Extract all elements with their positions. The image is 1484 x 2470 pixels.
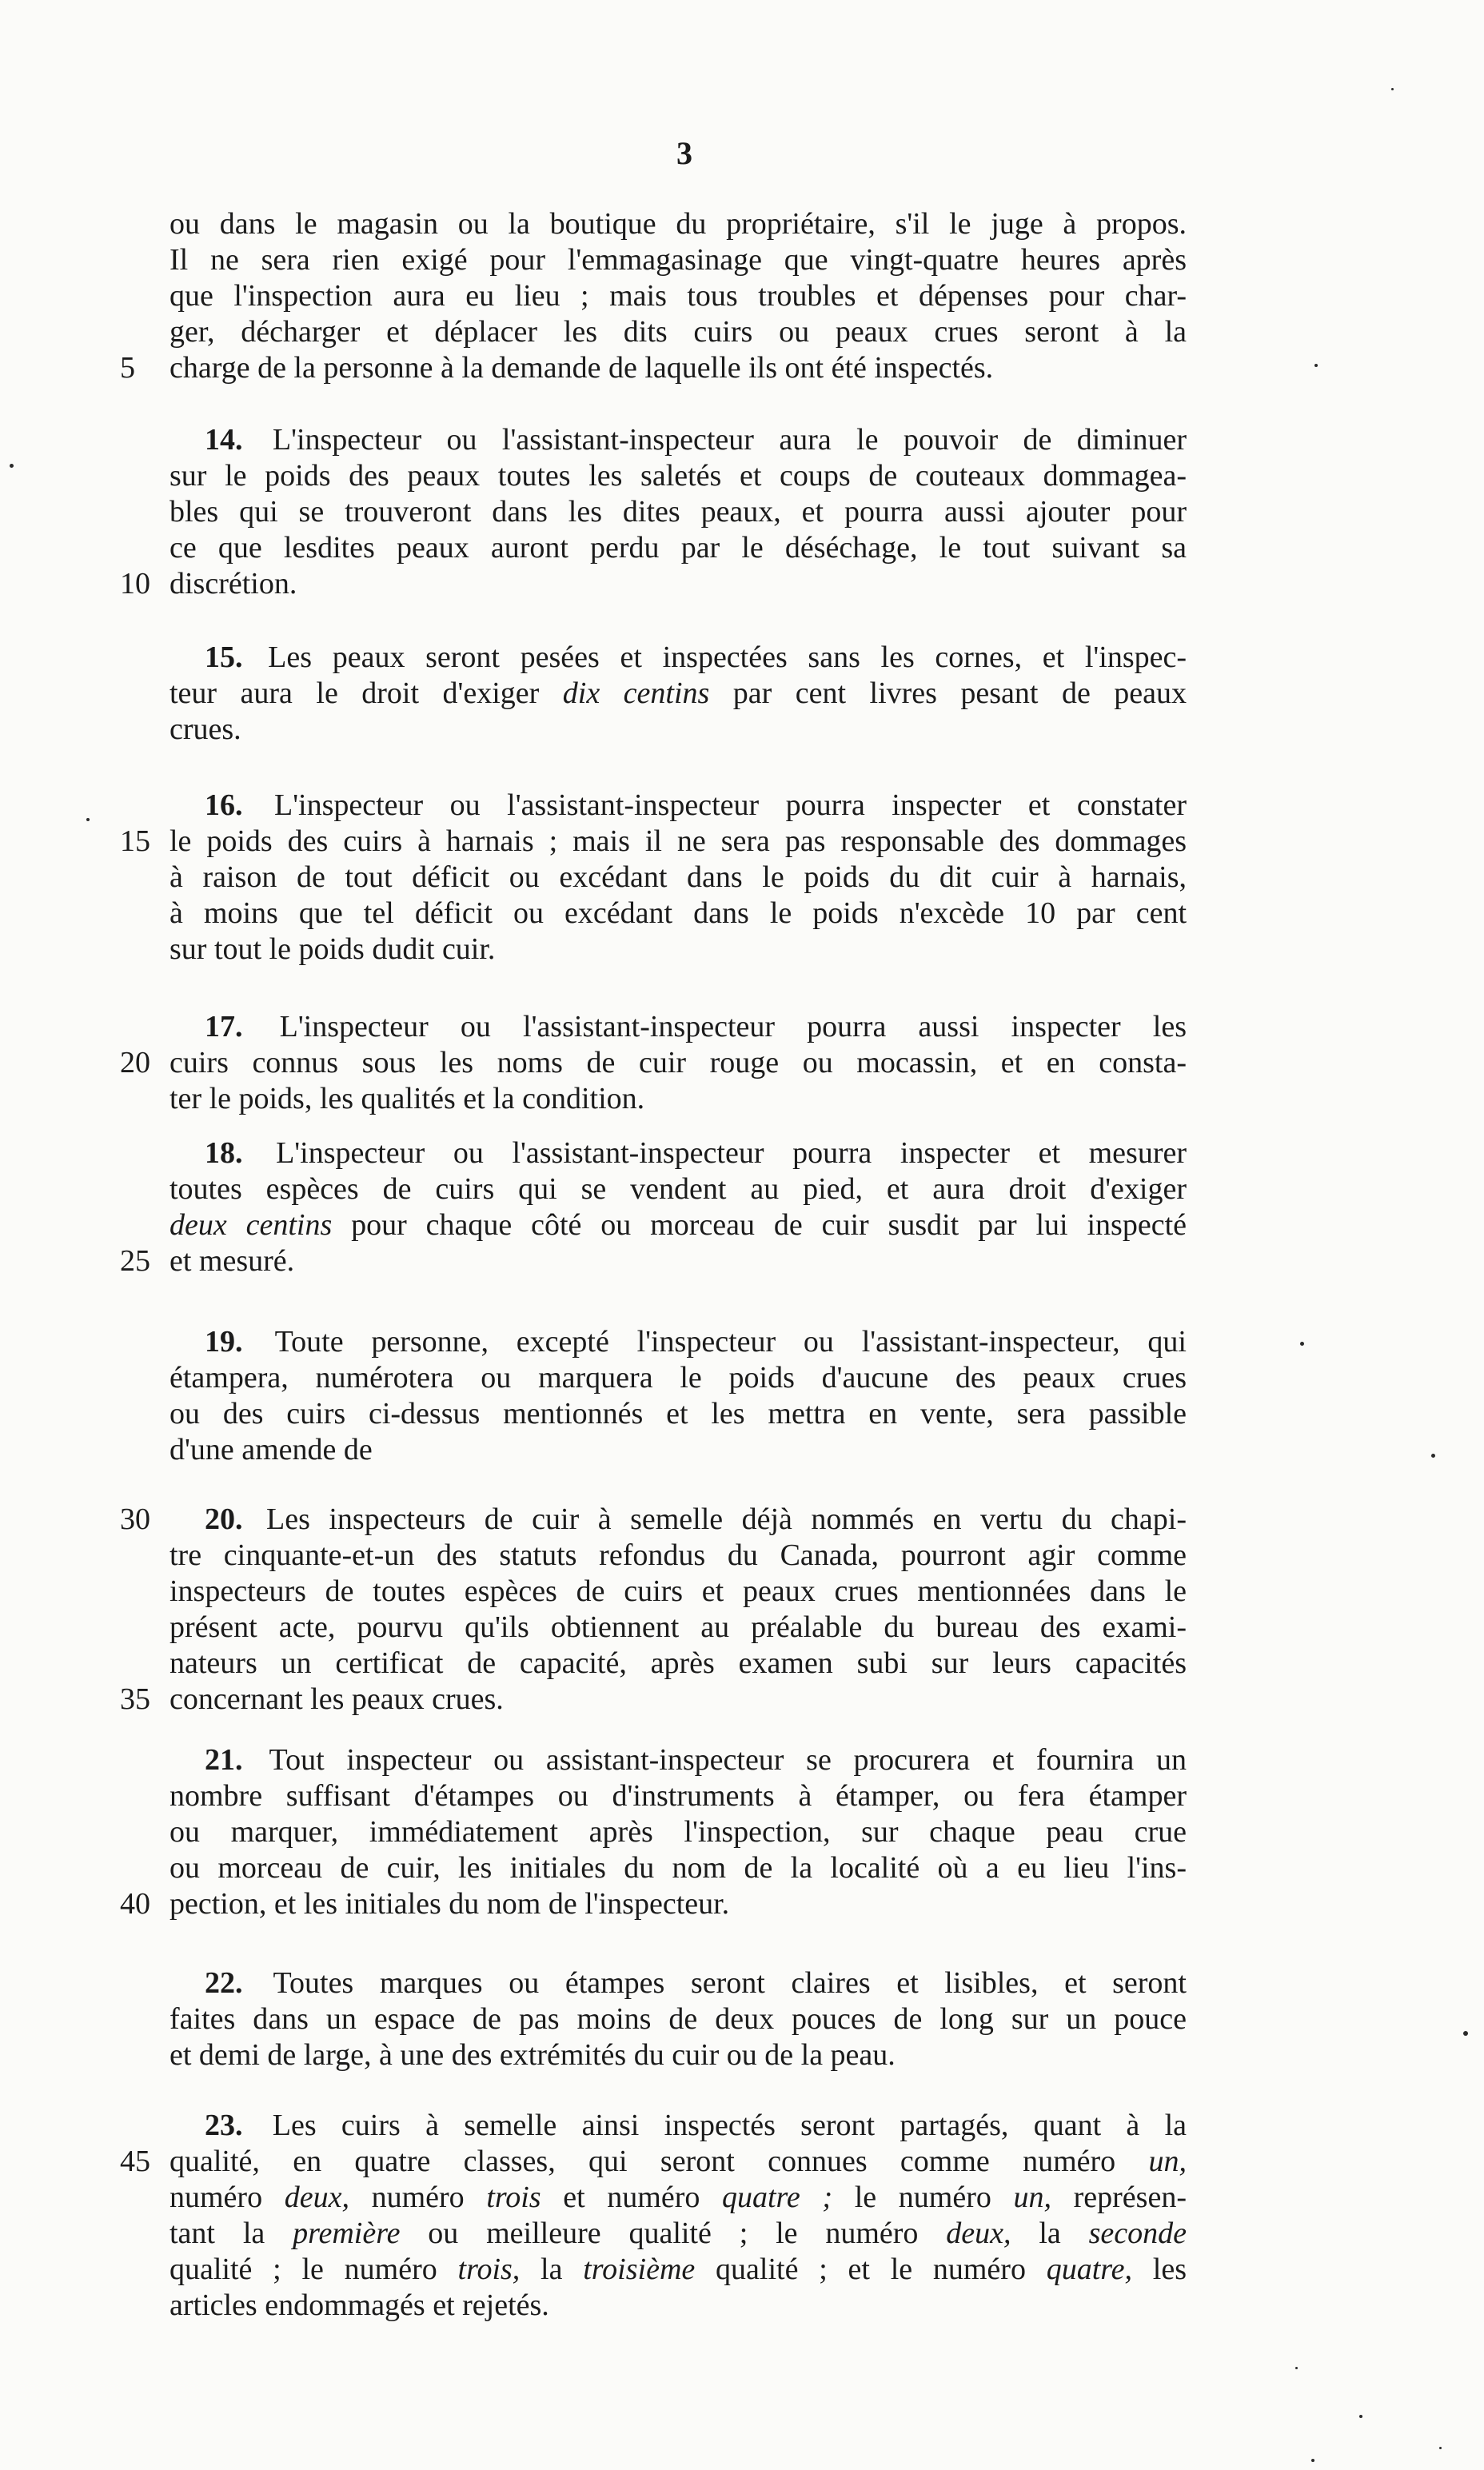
text-run: charge de la personne à la demande de laquelle ils ont été inspectés. xyxy=(170,351,994,385)
text-run: représen- xyxy=(1051,2181,1187,2214)
text-line xyxy=(170,860,1187,896)
text-run: la xyxy=(520,2253,584,2286)
text-line xyxy=(170,494,1187,530)
section-number: 17. xyxy=(205,1010,243,1043)
text-line xyxy=(120,824,1187,860)
line-number: 35 xyxy=(120,1682,150,1716)
text-run: concernant les peaux crues. xyxy=(170,1682,504,1716)
line-number: 5 xyxy=(120,351,135,385)
text-line xyxy=(170,1360,1187,1396)
text-line xyxy=(120,350,1187,386)
text-run: Il ne sera rien exigé pour l'emmagasinage que vingt-quatre heures après xyxy=(170,243,1187,277)
text-run: ger, décharger et déplacer les dits cuirs ou peaux crues seront à la xyxy=(170,315,1187,349)
text-line xyxy=(170,2252,1187,2288)
text-line xyxy=(170,1207,1187,1243)
text-line xyxy=(170,2001,1187,2037)
text-line xyxy=(170,1778,1187,1814)
text-line xyxy=(170,1814,1187,1850)
print-speck xyxy=(1439,2447,1442,2449)
text-line xyxy=(170,1610,1187,1646)
text-line xyxy=(170,1135,1187,1171)
text-line xyxy=(170,1081,1187,1117)
text-run: et mesuré. xyxy=(170,1244,295,1278)
emphasized-text: deux centins xyxy=(170,1208,333,1242)
text-run: L'inspecteur ou l'assistant-inspecteur pourra inspecter et constater xyxy=(273,788,1187,822)
text-run: crues. xyxy=(170,712,241,746)
text-line xyxy=(170,2288,1187,2324)
print-speck xyxy=(1391,88,1394,90)
text-run: articles endommagés et rejetés. xyxy=(170,2288,549,2322)
text-line xyxy=(120,1682,1187,1718)
text-line xyxy=(170,530,1187,566)
paragraph-p16 xyxy=(120,788,1187,968)
text-line xyxy=(120,1045,1187,1081)
text-run: L'inspecteur ou l'assistant-inspecteur aura le pouvoir de diminuer xyxy=(272,423,1187,457)
text-line xyxy=(170,640,1187,676)
paragraph-p22 xyxy=(170,1965,1187,2073)
text-line xyxy=(120,2144,1187,2180)
print-speck xyxy=(1431,1454,1435,1458)
text-run: L'inspecteur ou l'assistant-inspecteur pourra aussi inspecter les xyxy=(279,1010,1187,1043)
text-line xyxy=(170,1324,1187,1360)
text-run: à moins que tel déficit ou excédant dans le poids n'excède 10 par cent xyxy=(170,896,1187,930)
paragraph-p14 xyxy=(120,422,1187,602)
text-run: L'inspecteur ou l'assistant-inspecteur pourra inspecter et mesurer xyxy=(276,1136,1187,1170)
emphasized-text: première xyxy=(293,2217,401,2250)
text-line xyxy=(170,896,1187,932)
paragraph-p23 xyxy=(120,2108,1187,2324)
page-number: 3 xyxy=(676,135,692,171)
print-speck xyxy=(1300,1342,1304,1346)
text-run: qualité, en quatre classes, qui seront connues comme numéro xyxy=(170,2145,1149,2178)
text-run: pour chaque côté ou morceau de cuir susdit par lui inspecté xyxy=(332,1208,1187,1242)
text-line xyxy=(170,1432,1187,1468)
text-line xyxy=(170,2108,1187,2144)
text-run: Toutes marques ou étampes seront claires et lisibles, et seront xyxy=(273,1966,1187,2000)
text-run: ou marquer, immédiatement après l'inspection, sur chaque peau crue xyxy=(170,1815,1187,1849)
text-line xyxy=(170,458,1187,494)
emphasized-text: un, xyxy=(1148,2145,1187,2178)
line-number: 10 xyxy=(120,567,150,601)
text-line xyxy=(170,206,1187,242)
line-number: 40 xyxy=(120,1887,150,1921)
text-line xyxy=(170,2216,1187,2252)
text-line xyxy=(170,2037,1187,2073)
section-number: 16. xyxy=(205,788,243,822)
emphasized-text: trois, xyxy=(457,2253,521,2286)
section-number: 23. xyxy=(205,2109,243,2142)
emphasized-text: troisième xyxy=(583,2253,696,2286)
text-line xyxy=(170,712,1187,748)
text-run: et demi de large, à une des extrémités du cuir ou de la peau. xyxy=(170,2038,896,2072)
text-run: qualité ; le numéro xyxy=(170,2253,458,2286)
text-line xyxy=(170,1171,1187,1207)
print-speck xyxy=(10,464,14,468)
text-run: d'une amende de xyxy=(170,1433,373,1466)
text-run: pection, et les initiales du nom de l'inspecteur. xyxy=(170,1887,730,1921)
section-number: 19. xyxy=(205,1325,243,1359)
text-line xyxy=(170,1742,1187,1778)
line-number: 25 xyxy=(120,1244,150,1278)
print-speck xyxy=(1311,2459,1314,2462)
line-number: 15 xyxy=(120,824,150,858)
text-run: Les inspecteurs de cuir à semelle déjà nommés en vertu du chapi- xyxy=(266,1502,1187,1536)
text-line xyxy=(120,1243,1187,1279)
text-run: ce que lesdites peaux auront perdu par le déséchage, le tout suivant sa xyxy=(170,531,1187,565)
section-number: 22. xyxy=(205,1966,243,2000)
text-line xyxy=(170,278,1187,314)
print-speck xyxy=(1359,2415,1362,2418)
line-number: 45 xyxy=(120,2145,150,2178)
text-run: présent acte, pourvu qu'ils obtiennent au préalable du bureau des exami- xyxy=(170,1610,1187,1644)
text-run: nateurs un certificat de capacité, après examen subi sur leurs capacités xyxy=(170,1646,1187,1680)
section-number: 20. xyxy=(205,1502,243,1536)
text-run: que l'inspection aura eu lieu ; mais tous troubles et dépenses pour char- xyxy=(170,279,1187,313)
text-line xyxy=(170,2180,1187,2216)
section-number: 15. xyxy=(205,640,243,674)
text-run: la xyxy=(1011,2217,1089,2250)
text-run: Les cuirs à semelle ainsi inspectés seront partagés, quant à la xyxy=(272,2109,1187,2142)
emphasized-text: quatre, xyxy=(1046,2253,1133,2286)
text-line xyxy=(170,242,1187,278)
text-run: le poids des cuirs à harnais ; mais il ne sera pas responsable des dommages xyxy=(170,824,1187,858)
emphasized-text: trois xyxy=(486,2181,541,2214)
text-run: cuirs connus sous les noms de cuir rouge ou mocassin, et en consta- xyxy=(170,1046,1187,1079)
section-number: 14. xyxy=(205,423,243,457)
text-run: ou meilleure qualité ; le numéro xyxy=(400,2217,947,2250)
paragraph-p18 xyxy=(120,1135,1187,1279)
text-run: bles qui se trouveront dans les dites peaux, et pourra aussi ajouter pour xyxy=(170,495,1187,529)
text-run: ter le poids, les qualités et la condition. xyxy=(170,1082,645,1115)
print-speck xyxy=(1314,364,1318,367)
text-line xyxy=(170,314,1187,350)
text-line xyxy=(170,1009,1187,1045)
text-run: tant la xyxy=(170,2217,293,2250)
text-run: faites dans un espace de pas moins de deux pouces de long sur un pouce xyxy=(170,2002,1187,2036)
emphasized-text: seconde xyxy=(1088,2217,1187,2250)
section-number: 21. xyxy=(205,1743,243,1777)
text-run: nombre suffisant d'étampes ou d'instruments à étamper, ou fera étamper xyxy=(170,1779,1187,1813)
text-line xyxy=(120,566,1187,602)
text-run: ou morceau de cuir, les initiales du nom de la localité où a eu lieu l'ins- xyxy=(170,1851,1187,1885)
text-run: sur le poids des peaux toutes les saletés et coups de couteaux dommagea- xyxy=(170,459,1187,493)
text-line xyxy=(170,932,1187,968)
text-line xyxy=(170,1574,1187,1610)
text-run: sur tout le poids dudit cuir. xyxy=(170,932,496,966)
text-run: Les peaux seront pesées et inspectées sans les cornes, et l'inspec- xyxy=(268,640,1187,674)
emphasized-text: dix centins xyxy=(562,676,710,710)
text-line xyxy=(170,676,1187,712)
text-line xyxy=(170,1646,1187,1682)
text-line xyxy=(170,788,1187,824)
emphasized-text: deux, xyxy=(284,2181,349,2214)
text-run: Tout inspecteur ou assistant-inspecteur se procurera et fournira un xyxy=(269,1743,1187,1777)
text-run: teur aura le droit d'exiger xyxy=(170,676,563,710)
text-line xyxy=(170,1538,1187,1574)
text-run: numéro xyxy=(170,2181,285,2214)
paragraph-continuation xyxy=(120,206,1187,386)
text-line xyxy=(170,422,1187,458)
text-run: ou des cuirs ci-dessus mentionnés et les mettra en vente, sera passible xyxy=(170,1397,1187,1431)
text-line xyxy=(170,1850,1187,1886)
print-speck xyxy=(86,818,90,821)
text-run: et numéro xyxy=(541,2181,722,2214)
paragraph-p21 xyxy=(120,1742,1187,1922)
text-run: discrétion. xyxy=(170,567,297,601)
text-run: numéro xyxy=(349,2181,487,2214)
text-run: tre cinquante-et-un des statuts refondus du Canada, pourront agir comme xyxy=(170,1538,1187,1572)
section-number: 18. xyxy=(205,1136,243,1170)
line-number: 30 xyxy=(120,1502,150,1536)
paragraph-p19 xyxy=(170,1324,1187,1468)
paragraph-p17 xyxy=(120,1009,1187,1117)
text-line xyxy=(120,1502,1187,1538)
print-speck xyxy=(1463,2031,1468,2036)
text-run: les xyxy=(1132,2253,1187,2286)
emphasized-text: un, xyxy=(1013,2181,1051,2214)
text-run: Toute personne, excepté l'inspecteur ou l'assistant-inspecteur, qui xyxy=(274,1325,1187,1359)
text-run: toutes espèces de cuirs qui se vendent au pied, et aura droit d'exiger xyxy=(170,1172,1187,1206)
emphasized-text: quatre ; xyxy=(722,2181,833,2214)
text-line xyxy=(170,1396,1187,1432)
text-run: ou dans le magasin ou la boutique du propriétaire, s'il le juge à propos. xyxy=(170,207,1187,241)
text-run: qualité ; et le numéro xyxy=(695,2253,1047,2286)
paragraph-p20 xyxy=(120,1502,1187,1718)
text-run: le numéro xyxy=(832,2181,1014,2214)
text-line xyxy=(170,1965,1187,2001)
print-speck xyxy=(1295,2367,1298,2369)
text-line xyxy=(120,1886,1187,1922)
text-run: inspecteurs de toutes espèces de cuirs et peaux crues mentionnées dans le xyxy=(170,1574,1187,1608)
text-run: par cent livres pesant de peaux xyxy=(709,676,1187,710)
text-run: à raison de tout déficit ou excédant dans le poids du dit cuir à harnais, xyxy=(170,860,1187,894)
line-number: 20 xyxy=(120,1046,150,1079)
text-run: étampera, numérotera ou marquera le poids d'aucune des peaux crues xyxy=(170,1361,1187,1395)
emphasized-text: deux, xyxy=(946,2217,1011,2250)
paragraph-p15 xyxy=(170,640,1187,748)
